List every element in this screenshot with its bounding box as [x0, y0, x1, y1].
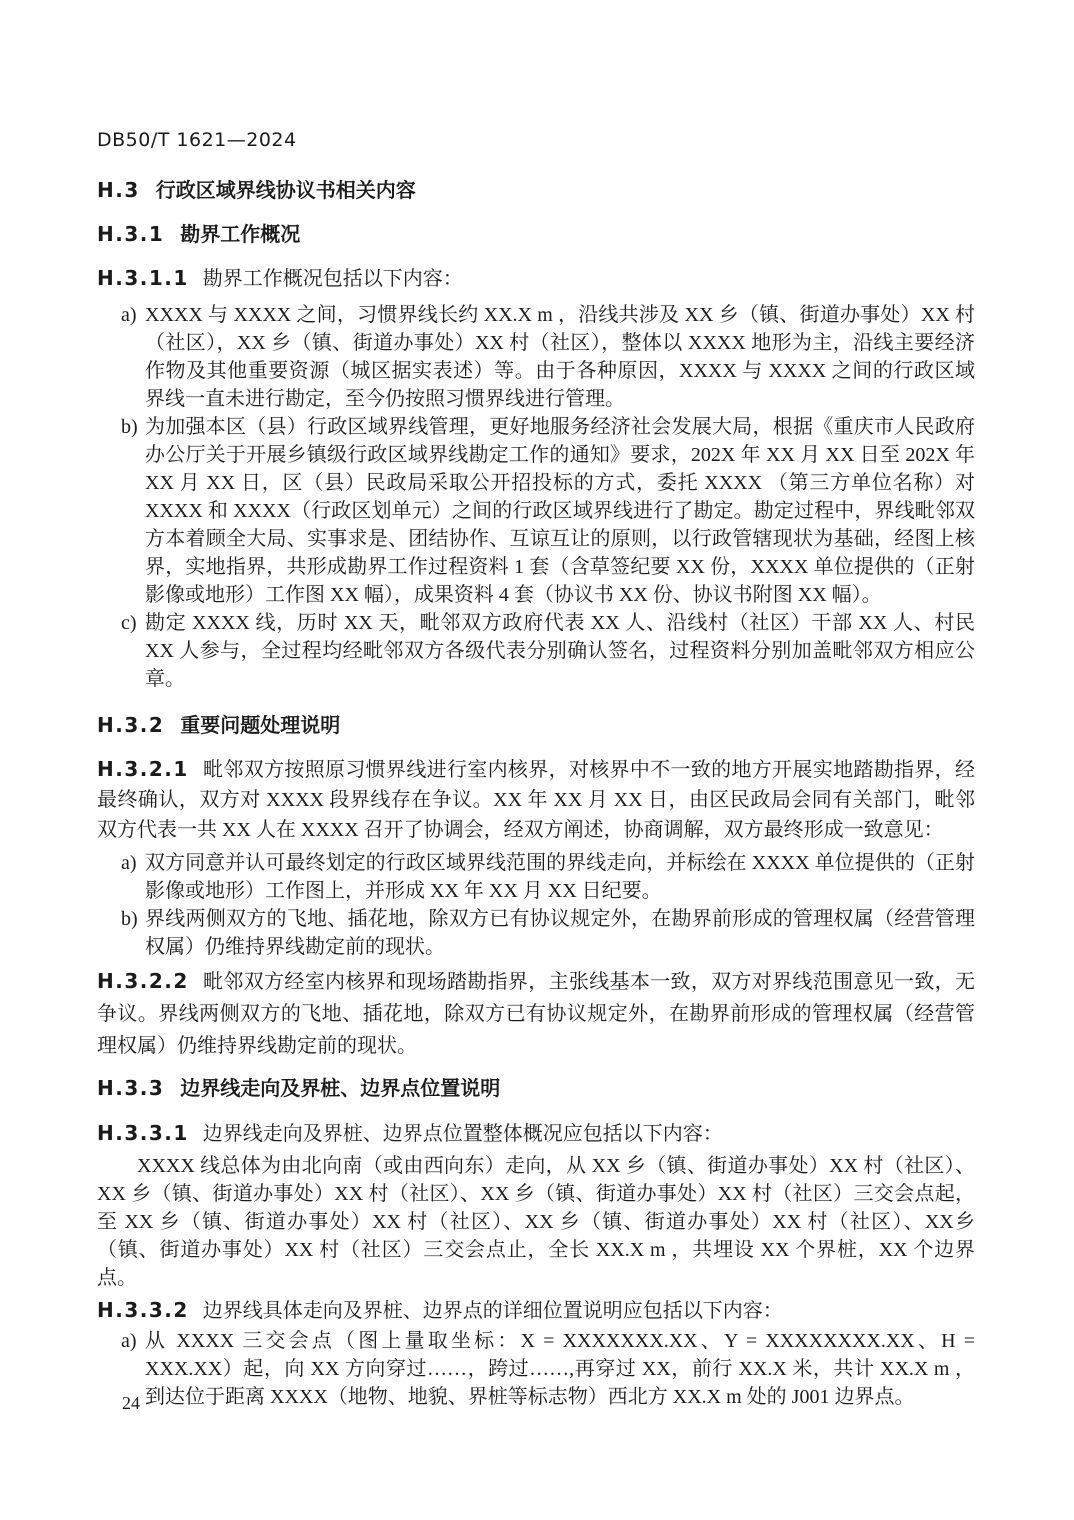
clause-h321-number: H.3.2.1	[97, 757, 189, 781]
heading-h32-title: 重要问题处理说明	[180, 713, 341, 737]
clause-h331-body-paragraph: XXXX 线总体为由北向南（或由西向东）走向，从 XX 乡（镇、街道办事处）XX 村（社区）、XX 乡（镇、街道办事处）XX 村（社区）、XX 乡（镇、街道办事处）XX 村（社区）三交会点起，至 XX 乡（镇、街道办事处）XX 村（社区）、XX 乡（镇、街道办事处）XX 村（社区）、XX乡（镇、街道办事处）XX 村（社区）三交会点止，全长 XX.X m ，共埋设 XX 个界桩，XX 个边界点。	[97, 1155, 975, 1289]
heading-h33	[97, 1074, 975, 1102]
heading-h3	[97, 176, 975, 204]
heading-h3-title: 行政区域界线协议书相关内容	[155, 178, 416, 202]
clause-h332-text: 边界线具体走向及界桩、边界点的详细位置说明应包括以下内容：	[202, 1300, 783, 1322]
page-number: 24	[122, 1393, 140, 1413]
list-item-text: 界线两侧双方的飞地、插花地，除双方已有协议规定外，在勘界前形成的管理权属（经营管理权属）仍维持界线勘定前的现状。	[145, 908, 975, 958]
clause-h322	[97, 965, 975, 1062]
heading-h31	[97, 220, 975, 248]
clause-h332	[97, 1296, 975, 1325]
heading-h32-number: H.3.2	[97, 713, 165, 737]
clause-h311	[97, 264, 975, 293]
ordered-list-h321	[97, 849, 975, 961]
ordered-list-h332	[97, 1327, 975, 1411]
clause-h321	[97, 754, 975, 845]
clause-h311-number: H.3.1.1	[97, 266, 189, 290]
list-item	[97, 413, 975, 609]
ordered-list-h311	[97, 301, 975, 693]
list-item	[97, 849, 975, 905]
list-item	[97, 301, 975, 413]
heading-h33-title: 边界线走向及界桩、边界点位置说明	[180, 1076, 501, 1100]
heading-h3-number: H.3	[97, 178, 140, 202]
clause-h332-number: H.3.3.2	[97, 1298, 189, 1322]
clause-h311-text: 勘界工作概况包括以下内容：	[202, 268, 463, 290]
heading-h31-title: 勘界工作概况	[180, 222, 301, 246]
list-item-marker: a)	[121, 852, 137, 874]
list-item-marker: b)	[121, 908, 138, 930]
list-item-text: 为加强本区（县）行政区域界线管理，更好地服务经济社会发展大局，根据《重庆市人民政府办公厅关于开展乡镇级行政区域界线勘定工作的通知》要求，202X 年 XX 月 XX 日至 202X 年 XX 月 XX 日，区（县）民政局采取公开招投标的方式，委托 XXXX （第三方单位名称）对 XXXX 和 XXXX（行政区划单元）之间的行政区域界线进行了勘定。勘定过程中，界线毗邻双方本着顾全大局、实事求是、团结协作、互谅互让的原则，以行政管辖现状为基础，经图上核界，实地指界，共形成勘界工作过程资料 1 套（含草签纪要 XX 份，XXXX 单位提供的（正射影像或地形）工作图 XX 幅），成果资料 4 套（协议书 XX 份、协议书附图 XX 幅）。	[145, 416, 975, 606]
heading-h33-number: H.3.3	[97, 1076, 165, 1100]
list-item-marker: c)	[121, 612, 137, 634]
clause-h321-text: 毗邻双方按照原习惯界线进行室内核界，对核界中不一致的地方开展实地踏勘指界，经最终确认，双方对 XXXX 段界线存在争议。XX 年 XX 月 XX 日，由区民政局会同有关部门，毗邻双方代表一共 XX 人在 XXXX 召开了协调会，经双方阐述，协商调解，双方最终形成一致意见：	[97, 759, 975, 841]
heading-h32	[97, 711, 975, 739]
clause-h331	[97, 1119, 975, 1148]
list-item-marker: a)	[121, 304, 137, 326]
list-item	[97, 609, 975, 693]
list-item-text: 从 XXXX 三交会点（图上量取坐标：X = XXXXXXX.XX、Y = XXXXXXXX.XX、H = XXX.XX）起，向 XX 方向穿过……，跨过……,再穿过 XX，前行 XX.X 米，共计 XX.X m ，到达位于距离 XXXX（地物、地貌、界桩等标志物）西北方 XX.X m 处的 J001 边界点。	[145, 1330, 975, 1408]
list-item-text: XXXX 与 XXXX 之间，习惯界线长约 XX.X m ，沿线共涉及 XX 乡（镇、街道办事处）XX 村（社区），XX 乡（镇、街道办事处）XX 村（社区），整体以 XXXX 地形为主，沿线主要经济作物及其他重要资源（城区据实表述）等。由于各种原因，XXXX 与 XXXX 之间的行政区域界线一直未进行勘定，至今仍按照习惯界线进行管理。	[145, 304, 975, 410]
list-item-marker: a)	[121, 1330, 137, 1352]
list-item	[97, 1327, 975, 1411]
list-item-text: 双方同意并认可最终划定的行政区域界线范围的界线走向，并标绘在 XXXX 单位提供的（正射影像或地形）工作图上，并形成 XX 年 XX 月 XX 日纪要。	[145, 852, 975, 902]
list-item-text: 勘定 XXXX 线，历时 XX 天，毗邻双方政府代表 XX 人、沿线村（社区）干部 XX 人、村民 XX 人参与，全过程均经毗邻双方各级代表分别确认签名，过程资料分别加盖毗邻双方相应公章。	[145, 612, 975, 690]
document-code-header: DB50/T 1621—2024	[97, 129, 297, 151]
list-item	[97, 905, 975, 961]
clause-h331-number: H.3.3.1	[97, 1121, 189, 1145]
clause-h322-text: 毗邻双方经室内核界和现场踏勘指界，主张线基本一致，双方对界线范围意见一致，无争议。界线两侧双方的飞地、插花地，除双方已有协议规定外，在勘界前形成的管理权属（经营管理权属）仍维持界线勘定前的现状。	[97, 971, 975, 1057]
clause-h322-number: H.3.2.2	[97, 969, 189, 993]
clause-h331-text: 边界线走向及界桩、边界点位置整体概况应包括以下内容：	[202, 1123, 723, 1145]
heading-h31-number: H.3.1	[97, 222, 165, 246]
list-item-marker: b)	[121, 416, 138, 438]
